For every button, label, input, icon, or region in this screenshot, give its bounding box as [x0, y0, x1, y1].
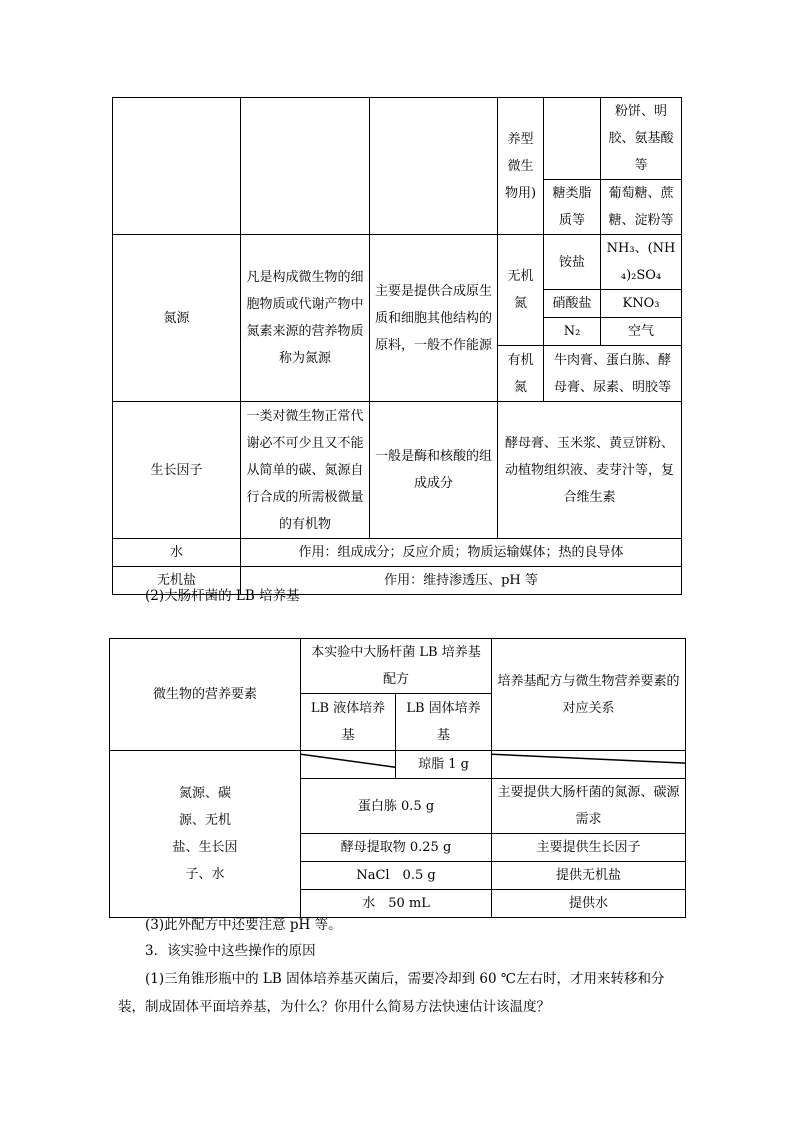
water-name: 水 [113, 539, 241, 567]
cell-empty [370, 98, 498, 235]
salt-name: 无机盐 [113, 567, 241, 595]
sub-value: KNO₃ [601, 290, 682, 318]
header-recipe: 本实验中大肠杆菌 LB 培养基配方 [301, 639, 492, 694]
diagonal-empty-cell [492, 751, 686, 779]
sub-label: 硝酸盐 [544, 290, 601, 318]
agar-cell: 琼脂 1 g [396, 751, 492, 779]
recipe-cell: 蛋白胨 0.5 g [301, 779, 492, 834]
header-liquid: LB 液体培养基 [301, 694, 396, 751]
question-line-2: 装，制成固体平面培养基，为什么？你用什么简易方法快速估计该温度？ [118, 999, 550, 1015]
header-nutrients: 微生物的营养要素 [110, 639, 301, 751]
nitrogen-function: 主要是提供合成原生质和细胞其他结构的原料，一般不作能源 [370, 235, 498, 402]
section-heading: 3．该实验中这些操作的原因 [145, 943, 316, 959]
nutrient-list: 氮源、碳源、无机盐、生长因子、水 [110, 751, 301, 918]
recipe-cell: 水 50 mL [301, 890, 492, 918]
relation-cell: 主要提供大肠杆菌的氮源、碳源需求 [492, 779, 686, 834]
question-line-1: (1)三角锥形瓶中的 LB 固体培养基灭菌后，需要冷却到 60 ℃左右时，才用来转移和分 [145, 971, 665, 987]
growth-factor-examples: 酵母膏、玉米浆、黄豆饼粉、动植物组织液、麦芽汁等，复合维生素 [498, 402, 682, 539]
sub-label: 糖类脂质等 [544, 180, 601, 235]
sub-label: 铵盐 [544, 235, 601, 290]
nitrogen-definition: 凡是构成微生物的细胞物质或代谢产物中氮素来源的营养物质称为氮源 [241, 235, 370, 402]
header-solid: LB 固体培养基 [396, 694, 492, 751]
organic-nitrogen-label: 有机氮 [498, 346, 544, 402]
sub-value: NH₃、(NH₄)₂SO₄ [601, 235, 682, 290]
organic-nitrogen-value: 牛肉膏、蛋白胨、酵母膏、尿素、明胶等 [544, 346, 682, 402]
sub-label: N₂ [544, 318, 601, 346]
relation-cell: 提供水 [492, 890, 686, 918]
water-description: 作用：组成成分；反应介质；物质运输媒体；热的良导体 [241, 539, 682, 567]
paragraph-lb-medium: (2)大肠杆菌的 LB 培养基 [145, 588, 300, 604]
header-relation: 培养基配方与微生物营养要素的对应关系 [492, 639, 686, 751]
salt-description: 作用：维持渗透压、pH 等 [241, 567, 682, 595]
sub-label [544, 98, 601, 180]
cell-empty [113, 98, 241, 235]
paragraph-ph-note: (3)此外配方中还要注意 pH 等。 [145, 917, 342, 933]
sub-value: 葡萄糖、蔗糖、淀粉等 [601, 180, 682, 235]
growth-factor-function: 一般是酶和核酸的组成成分 [370, 402, 498, 539]
lb-medium-table [109, 638, 686, 918]
nutrient-table [112, 97, 682, 595]
recipe-cell: 酵母提取物 0.25 g [301, 834, 492, 862]
sub-value: 粉饼、明胶、氨基酸等 [601, 98, 682, 180]
diagonal-empty-cell [301, 751, 396, 779]
inorganic-nitrogen-label: 无机氮 [498, 235, 544, 346]
cell-empty [241, 98, 370, 235]
nitrogen-name: 氮源 [113, 235, 241, 402]
growth-factor-name: 生长因子 [113, 402, 241, 539]
relation-cell: 提供无机盐 [492, 862, 686, 890]
sub-value: 空气 [601, 318, 682, 346]
recipe-cell: NaCl 0.5 g [301, 862, 492, 890]
organic-carbon-label: 养型微生物用) [498, 98, 544, 235]
relation-cell: 主要提供生长因子 [492, 834, 686, 862]
growth-factor-definition: 一类对微生物正常代谢必不可少且又不能从简单的碳、氮源自行合成的所需极微量的有机物 [241, 402, 370, 539]
